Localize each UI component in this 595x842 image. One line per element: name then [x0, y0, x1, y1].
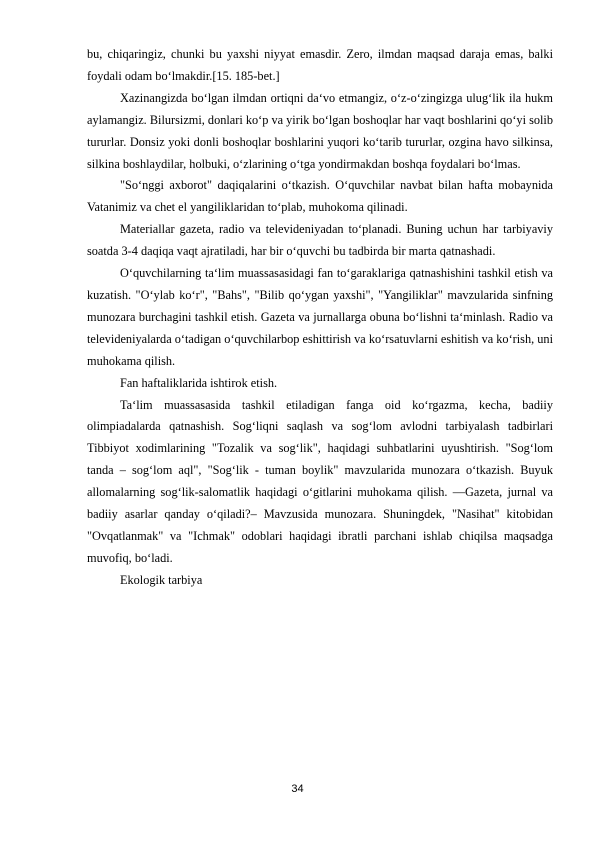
paragraph-4: Materiallar gazeta, radio va televideniyadan to‘planadi. Buning uchun har tarbiyaviy soatda 3-4 daqiqa vaqt ajratiladi, har bir o‘quvchi bu tadbirda bir marta qatnashadi.: [87, 222, 553, 259]
paragraph-5: O‘quvchilarning ta‘lim muassasasidagi fan to‘garaklariga qatnashishini tashkil etish va kuzatish. "O‘ylab ko‘r", "Bahs", "Bilib qo‘ygan yaxshi", "Yangiliklar" mavzularida sinfning munozara burchagini tashkil etish. Gazeta va jurnallarga obuna bo‘lishni ta‘minlash. Radio va televideniyalarda o‘tadigan o‘quvchilarbop eshittirish va ko‘rsatuvlarni eshitish va ko‘rish, uni muhokama qilish.: [87, 266, 553, 368]
body-text: [87, 44, 553, 592]
paragraph-3: "So‘nggi axborot" daqiqalarini o‘tkazish. O‘quvchilar navbat bilan hafta mobaynida Vatanimiz va chet el yangiliklaridan to‘plab, muhokoma qilinadi.: [87, 178, 553, 215]
page-number: 34: [291, 783, 304, 795]
paragraph-2: Xazinangizda bo‘lgan ilmdan ortiqni da‘vo etmangiz, o‘z-o‘zingizga ulug‘lik ila hukm aylamangiz. Bilursizmi, donlari ko‘p va yirik bo‘lgan boshoqlar har vaqt boshlarini qo‘yi solib tururlar. Donsiz yoki donli boshoqlar boshlarini yuqori ko‘tarib tururlar, ozgina havo silkinsa, silkina boshlaydilar, holbuki, o‘zlarining o‘tga yondirmakdan boshqa foydalari bo‘lmas.: [87, 90, 553, 171]
paragraph-1: bu, chiqaringiz, chunki bu yaxshi niyyat emasdir. Zero, ilmdan maqsad daraja emas, balki foydali odam bo‘lmakdir.[15. 185-bet.]: [87, 47, 553, 83]
section-heading-ecological: Ekologik tarbiya: [120, 572, 203, 587]
paragraph-6: Fan haftaliklarida ishtirok etish.: [120, 375, 278, 390]
paragraph-7: Ta‘lim muassasasida tashkil etiladigan fanga oid ko‘rgazma, kecha, badiiy olimpiadalarda qatnashish. Sog‘liqni saqlash va sog‘lom avlodni tarbiyalash tadbirlari Tibbiyot xodimlarining "Tozalik va sog‘lik", haqidagi suhbatlarini uyushtirish. "Sog‘lom tanda – sog‘lom aql", "Sog‘lik - tuman boylik" mavzularida munozara o‘tkazish. Buyuk allomalarning sog‘lik-salomatlik haqidagi o‘gitlarini muhokama qilish. ―Gazeta, jurnal va badiiy asarlar qanday o‘qiladi?– Mavzusida munozara. Shuningdek, "Nasihat" kitobidan "Ovqatlanmak" va "Ichmak" odoblari haqidagi ibratli parchani ishlab chiqilsa maqsadga muvofiq, bo‘ladi.: [87, 397, 553, 565]
